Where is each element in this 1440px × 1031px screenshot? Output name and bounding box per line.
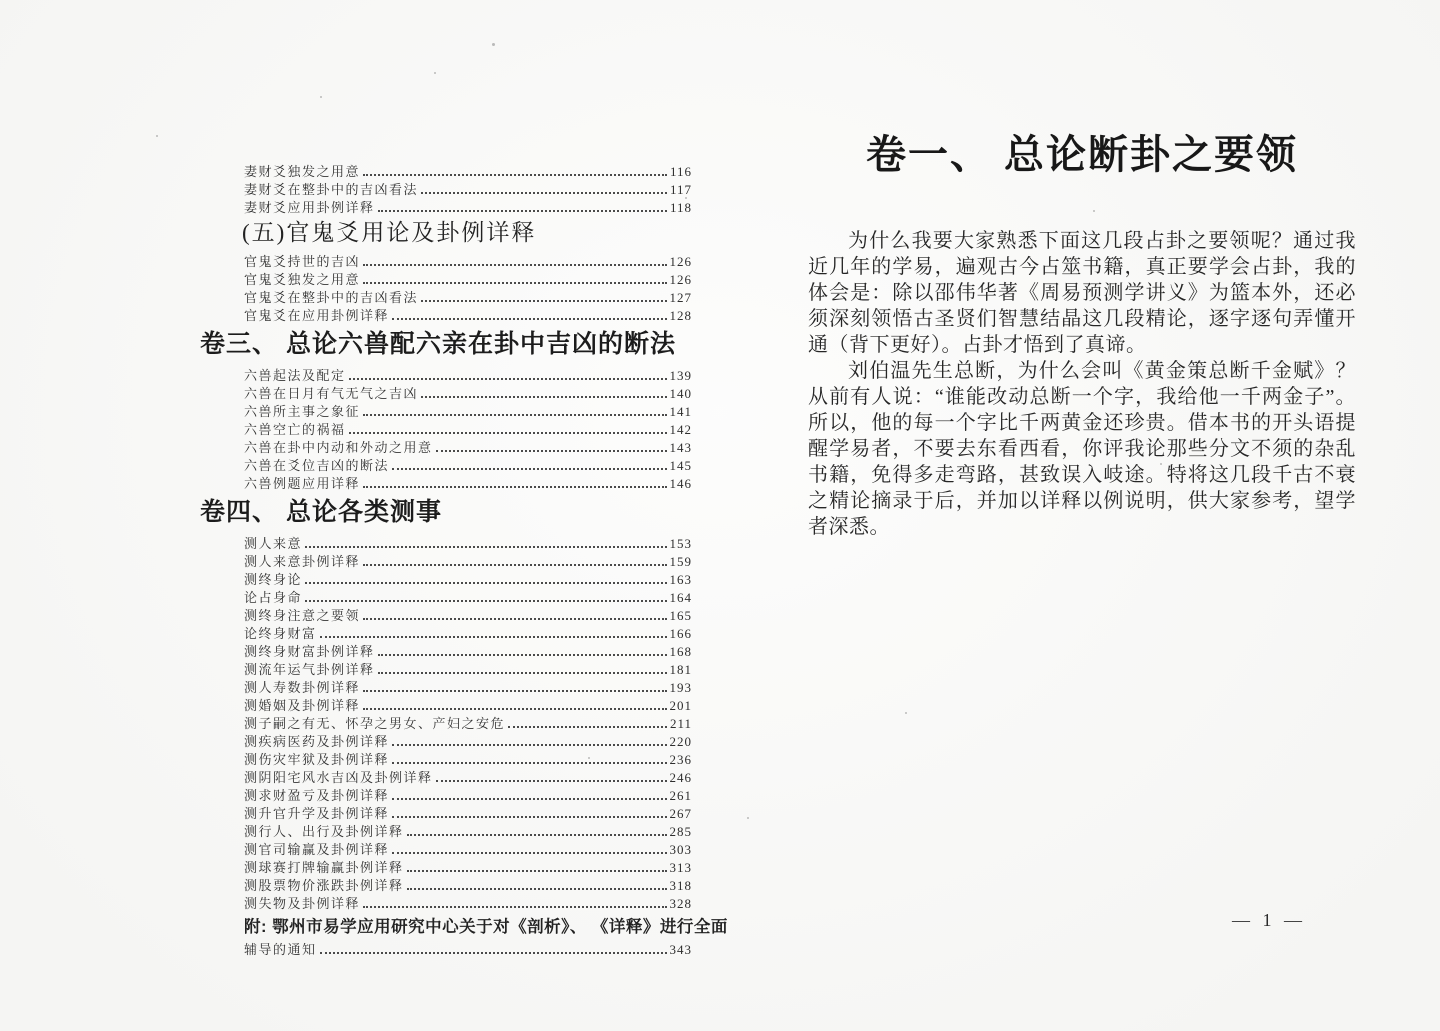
dot-leader (407, 888, 667, 890)
toc-page-number: 236 (669, 752, 692, 767)
toc-item-label: 六兽在日月有气无气之吉凶 (244, 386, 419, 401)
toc-list (200, 162, 728, 958)
scan-speckle (685, 197, 687, 199)
scan-speckle (905, 712, 907, 714)
toc-item (200, 534, 692, 552)
toc-item-label: 测行人、出行及卦例详释 (244, 824, 404, 839)
toc-item (200, 288, 692, 306)
toc-item-label: 测疾病医药及卦例详释 (244, 734, 390, 749)
dot-leader (363, 486, 666, 488)
toc-page-number: 146 (669, 476, 692, 491)
toc-item (200, 606, 692, 624)
chapter-title: 卷一、 总论断卦之要领 (866, 132, 1298, 177)
toc-item-label: 测终身注意之要领 (244, 608, 361, 623)
dot-leader (392, 798, 666, 800)
toc-item-label: 官鬼爻持世的吉凶 (244, 254, 361, 269)
toc-item-label: 测人寿数卦例详释 (244, 680, 361, 695)
toc-item-label: 测失物及卦例详释 (244, 896, 361, 911)
toc-page-number: 128 (669, 308, 692, 323)
toc-page-number: 318 (669, 878, 692, 893)
dot-leader (392, 762, 666, 764)
dot-leader (421, 396, 666, 398)
toc-page-number: 117 (669, 182, 692, 197)
toc-page-number: 164 (669, 590, 692, 605)
toc-item (200, 198, 692, 216)
dot-leader (363, 690, 666, 692)
scan-speckle (156, 135, 158, 137)
toc-item-label: 六兽例题应用详释 (244, 476, 361, 491)
toc-page-number: 139 (669, 368, 692, 383)
toc-item (200, 456, 692, 474)
dot-leader (363, 906, 666, 908)
toc-sub-heading: (五)官鬼爻用论及卦例详释 (242, 220, 537, 245)
toc-item (200, 552, 692, 570)
toc-page-number: 211 (669, 716, 692, 731)
toc-page-number: 166 (669, 626, 692, 641)
toc-item-label: 六兽在爻位吉凶的断法 (244, 458, 390, 473)
dot-leader (363, 174, 667, 176)
toc-item (200, 714, 692, 732)
toc-item-label: 测子嗣之有无、怀孕之男女、产妇之安危 (244, 716, 506, 731)
toc-item-label: 测婚姻及卦例详释 (244, 698, 361, 713)
toc-item (200, 804, 692, 822)
toc-page-number: 141 (669, 404, 692, 419)
toc-item-label: 六兽起法及配定 (244, 368, 346, 383)
toc-page-number: 201 (669, 698, 692, 713)
toc-item-label: 六兽所主事之象征 (244, 404, 361, 419)
toc-page-number: 145 (669, 458, 692, 473)
toc-item-label: 测股票物价涨跌卦例详释 (244, 878, 404, 893)
toc-item (200, 588, 692, 606)
toc-page-number: 159 (669, 554, 692, 569)
toc-page-number: 193 (669, 680, 692, 695)
dot-leader (378, 654, 667, 656)
toc-item (200, 696, 692, 714)
dot-leader (363, 414, 666, 416)
toc-item (200, 822, 692, 840)
toc-item-label: 官鬼爻独发之用意 (244, 272, 361, 287)
chapter-paragraph-1: 为什么我要大家熟悉下面这几段占卦之要领呢？通过我近几年的学易，遍观古今占筮书籍，真正要学会占卦，我的体会是：除以邵伟华著《周易预测学讲义》为篮本外，还必须深刻领悟古圣贤们智慧结晶这几段精论，逐字逐句弄懂开通（背下更好）。占卦才悟到了真谛。 (808, 230, 1356, 356)
toc-item (200, 270, 692, 288)
dot-leader (392, 816, 666, 818)
dot-leader (392, 852, 666, 854)
scan-speckle (434, 72, 436, 74)
dot-leader (407, 870, 667, 872)
toc-item-label: 六兽在卦中内动和外动之用意 (244, 440, 433, 455)
dot-leader (436, 780, 667, 782)
toc-item (200, 252, 692, 270)
toc-item-label: 论占身命 (244, 590, 303, 605)
toc-item (200, 660, 692, 678)
dot-leader (508, 726, 667, 728)
dot-leader (378, 210, 667, 212)
dot-leader (392, 468, 666, 470)
toc-item (200, 750, 692, 768)
toc-item-label: 测求财盈亏及卦例详释 (244, 788, 390, 803)
toc-page-number: 165 (669, 608, 692, 623)
dot-leader (305, 582, 666, 584)
toc-page-number: 142 (669, 422, 692, 437)
scan-speckle (1160, 463, 1162, 465)
toc-item (200, 768, 692, 786)
toc-item-label: 论终身财富 (244, 626, 317, 641)
toc-item-label: 测终身财富卦例详释 (244, 644, 375, 659)
toc-item-label: 测官司输赢及卦例详释 (244, 842, 390, 857)
toc-item-label: 测流年运气卦例详释 (244, 662, 375, 677)
dot-leader (305, 546, 666, 548)
toc-item (200, 420, 692, 438)
toc-page-number: 343 (669, 942, 692, 957)
toc-item (200, 366, 692, 384)
toc-volume-heading: 卷三、 总论六兽配六亲在卦中吉凶的断法 (200, 330, 676, 358)
toc-item (200, 624, 692, 642)
toc-page-number: 127 (669, 290, 692, 305)
toc-page-number: 267 (669, 806, 692, 821)
toc-item-label: 官鬼爻在应用卦例详释 (244, 308, 390, 323)
dot-leader (363, 264, 666, 266)
toc-item (200, 678, 692, 696)
toc-page-number: 168 (669, 644, 692, 659)
toc-item (200, 180, 692, 198)
toc-page-number: 261 (669, 788, 692, 803)
toc-item (200, 642, 692, 660)
dot-leader (363, 708, 666, 710)
dot-leader (392, 744, 666, 746)
toc-page-number: 153 (669, 536, 692, 551)
dot-leader (320, 952, 667, 954)
scan-speckle (492, 43, 495, 46)
dot-leader (378, 672, 667, 674)
toc-item (200, 858, 692, 876)
dot-leader (436, 450, 667, 452)
toc-item (200, 786, 692, 804)
toc-item-label: 官鬼爻在整卦中的吉凶看法 (244, 290, 419, 305)
dot-leader (421, 192, 667, 194)
toc-page-number: 328 (669, 896, 692, 911)
toc-item-label: 妻财爻应用卦例详释 (244, 200, 375, 215)
toc-item (200, 940, 692, 958)
toc-item (200, 876, 692, 894)
scan-speckle (320, 96, 322, 98)
toc-item (200, 162, 692, 180)
toc-item (200, 732, 692, 750)
toc-item-label: 测人来意卦例详释 (244, 554, 361, 569)
dot-leader (349, 432, 667, 434)
toc-page-number: 181 (669, 662, 692, 677)
toc-item-label: 六兽空亡的祸福 (244, 422, 346, 437)
dot-leader (320, 636, 667, 638)
toc-item-label: 测终身论 (244, 572, 303, 587)
scan-speckle (588, 757, 590, 759)
toc-item-label: 妻财爻独发之用意 (244, 164, 361, 179)
toc-page-number: 303 (669, 842, 692, 857)
toc-item (200, 894, 692, 912)
toc-page-number: 143 (669, 440, 692, 455)
dot-leader (363, 564, 666, 566)
toc-page-number: 126 (669, 272, 692, 287)
toc-page-number: 126 (669, 254, 692, 269)
dot-leader (349, 378, 667, 380)
toc-volume-heading: 卷四、 总论各类测事 (200, 498, 442, 526)
toc-page-number: 285 (669, 824, 692, 839)
toc-item-label: 辅导的通知 (244, 942, 317, 957)
toc-appendix-line: 附: 鄂州市易学应用研究中心关于对《剖析》、 《详释》进行全面 (244, 918, 728, 936)
toc-item (200, 840, 692, 858)
toc-item-label: 妻财爻在整卦中的吉凶看法 (244, 182, 419, 197)
toc-page-number: 140 (669, 386, 692, 401)
toc-item (200, 306, 692, 324)
toc-page-number: 116 (669, 164, 692, 179)
toc-page-number: 220 (669, 734, 692, 749)
toc-item-label: 测升官升学及卦例详释 (244, 806, 390, 821)
chapter-page (808, 130, 1356, 540)
dot-leader (363, 282, 666, 284)
chapter-paragraph-2: 刘伯温先生总断，为什么会叫《黄金策总断千金赋》？从前有人说：“谁能改动总断一个字，我给他一千两金子”。所以，他的每一个字比千两黄金还珍贵。借本书的开头语提醒学易者，不要去东看西看，你评我论那些分文不须的杂乱书籍，免得多走弯路，甚致误入岐途。特将这几段千古不衰之精论摘录于后，并加以详释以例说明，供大家参考，望学者深悉。 (808, 360, 1356, 538)
toc-page-number: 118 (669, 200, 692, 215)
page-number: — 1 — (1232, 910, 1306, 930)
toc-item-label: 测伤灾牢狱及卦例详释 (244, 752, 390, 767)
dot-leader (305, 600, 666, 602)
dot-leader (363, 618, 666, 620)
dot-leader (392, 318, 666, 320)
dot-leader (407, 834, 667, 836)
scan-speckle (1093, 210, 1095, 212)
toc-item (200, 474, 692, 492)
toc-page-number: 313 (669, 860, 692, 875)
toc-item (200, 438, 692, 456)
toc-page-number: 163 (669, 572, 692, 587)
toc-item (200, 402, 692, 420)
toc-item (200, 570, 692, 588)
toc-item-label: 测阴阳宅风水吉凶及卦例详释 (244, 770, 433, 785)
toc-item (200, 384, 692, 402)
scan-speckle (747, 817, 749, 819)
dot-leader (421, 300, 666, 302)
toc-item-label: 测人来意 (244, 536, 303, 551)
toc-item-label: 测球赛打牌输赢卦例详释 (244, 860, 404, 875)
toc-page-number: 246 (669, 770, 692, 785)
